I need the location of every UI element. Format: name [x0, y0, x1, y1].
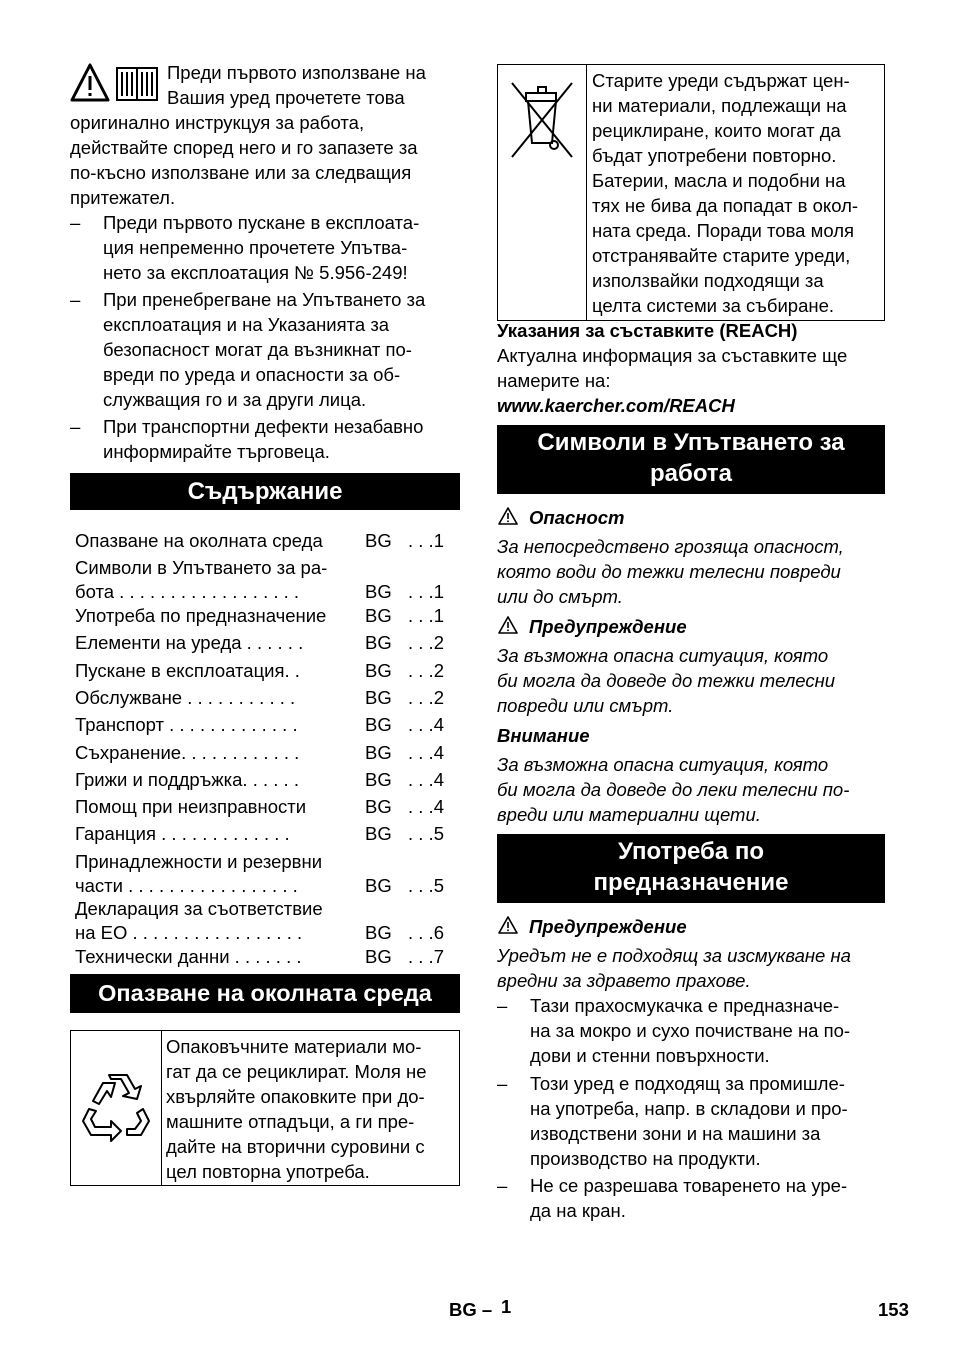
toc-row[interactable] [75, 896, 455, 946]
toc-page: . . .2 [408, 687, 444, 708]
toc-page: . . .5 [408, 875, 444, 896]
intro-line-5: по-късно използване или за следващия [70, 162, 412, 183]
toc-lang: BG [365, 742, 392, 763]
toc-label: Гаранция . . . . . . . . . . . . . [75, 823, 290, 844]
toc-row[interactable] [75, 528, 455, 553]
bullet-line: Този уред е подходящ за промишле- [530, 1073, 845, 1094]
manual-book-icon [117, 68, 157, 100]
warning-line: повреди или смърт. [497, 695, 674, 716]
toc-page: . . .1 [408, 530, 444, 551]
weee-line: използвайки подходящи за [592, 270, 824, 291]
intro-bullet-2 [70, 287, 460, 412]
toc-page: . . .7 [408, 946, 444, 967]
bullet-dash: – [497, 1175, 508, 1196]
intro-line-3: оригинално инструкцуя за работа, [70, 112, 365, 133]
warning-line: би могла да доведе до тежки телесни [497, 670, 836, 691]
toc-row[interactable] [75, 685, 455, 710]
caution-line: За възможна опасна ситуация, която [497, 754, 829, 775]
toc-label: Обслужване . . . . . . . . . . . [75, 687, 296, 708]
toc-label: Пускане в експлоатация. . [75, 660, 300, 681]
contents-heading: Съдържание [70, 473, 460, 510]
use-warning-line: Уредът не е подходящ за изсмукване на [497, 945, 851, 966]
weee-line: ната среда. Поради това моля [592, 220, 855, 241]
env-heading: Опазване на околната среда [70, 974, 460, 1013]
use-bullet-2 [497, 1071, 885, 1171]
bullet-line: информирайте търговеца. [103, 441, 330, 462]
danger-line: или до смърт. [497, 586, 623, 607]
recycle-icon [71, 1031, 161, 1185]
toc-label: Символи в Упътването за ра- [75, 557, 328, 578]
intro-line-4: действайте според него и го запазете за [70, 137, 418, 158]
toc-row[interactable] [75, 630, 455, 655]
toc-row[interactable] [75, 603, 455, 628]
toc-row[interactable] [75, 767, 455, 792]
warning-triangle-icon [72, 65, 108, 100]
toc-row[interactable] [75, 944, 455, 969]
toc-lang: BG [365, 687, 392, 708]
toc-label: Грижи и поддръжка. . . . . . [75, 769, 299, 790]
bullet-line: експлоатация и на Указанията за [103, 314, 390, 335]
weee-line: Батерии, масла и подобни на [592, 170, 846, 191]
use-heading-line: предназначение [593, 869, 789, 896]
caution-line: би могла да доведе до леки телесни по- [497, 779, 850, 800]
use-heading-line: Употреба по [617, 838, 764, 865]
bullet-line: изводствени зони и на машини за [530, 1123, 821, 1144]
symbols-heading-line: Символи в Упътването за [537, 429, 845, 456]
warning-triangle-icon [497, 915, 519, 935]
toc-lang: BG [365, 875, 392, 896]
intro-bullet-1 [70, 210, 460, 285]
bullet-dash: – [497, 995, 508, 1016]
use-bullet-1 [497, 993, 885, 1068]
toc-page: . . .1 [408, 605, 444, 626]
recycle-icon-cell [71, 1031, 162, 1185]
toc-lang: BG [365, 605, 392, 626]
symbols-heading [497, 425, 885, 494]
toc-row[interactable] [75, 849, 455, 899]
toc-page: . . .4 [408, 769, 444, 790]
footer-page-number: 153 [878, 1299, 909, 1320]
toc-label: Декларация за съответствие [75, 898, 323, 919]
weee-line: тях не бива да попадат в окол- [592, 195, 859, 216]
intro-line-6: притежател. [70, 187, 176, 208]
toc-page: . . .5 [408, 823, 444, 844]
env-recycle-box [70, 1030, 460, 1186]
caution-line: вреди или материални щети. [497, 804, 761, 825]
use-warning-line: вредни за здравето прахове. [497, 970, 751, 991]
bullet-line: да на кран. [530, 1200, 626, 1221]
toc-lang: BG [365, 632, 392, 653]
toc-lang: BG [365, 769, 392, 790]
env-line: гат да се рециклират. Моля не [166, 1061, 427, 1082]
env-line: дайте на вторични суровини с [166, 1136, 425, 1157]
bullet-line: дови и стенни повърхности. [530, 1045, 770, 1066]
toc-lang: BG [365, 714, 392, 735]
weee-line: отстранявайте старите уреди, [592, 245, 851, 266]
weee-line: Старите уреди съдържат цен- [592, 70, 850, 91]
toc-label: Елементи на уреда . . . . . . [75, 632, 304, 653]
toc-label: Технически данни . . . . . . . [75, 946, 302, 967]
weee-line: ни материали, подлежащи на [592, 95, 847, 116]
reach-url-link[interactable]: www.kaercher.com/REACH [497, 395, 735, 416]
use-warning-title: Предупреждение [529, 916, 687, 937]
crossed-bin-icon [498, 65, 586, 165]
reach-line-1: Актуална информация за съставките ще [497, 345, 848, 366]
bullet-line: служващия го и за други лица. [103, 389, 367, 410]
bullet-line: При пренебрегване на Упътването за [103, 289, 426, 310]
warning-line: За възможна опасна ситуация, която [497, 645, 829, 666]
footer-section-num: 1 [501, 1296, 512, 1317]
bullet-dash: – [497, 1073, 508, 1094]
bullet-line: на за мокро и сухо почистване на по- [530, 1020, 851, 1041]
toc-page: . . .4 [408, 796, 444, 817]
warning-triangle-icon [497, 615, 519, 635]
bullet-line: Не се разрешава товаренето на уре- [530, 1175, 848, 1196]
toc-row[interactable] [75, 794, 455, 819]
bullet-line: ция непременно прочетете Упътва- [103, 237, 408, 258]
toc-page: . . .4 [408, 742, 444, 763]
env-line: машните отпадъци, а ги пре- [166, 1111, 415, 1132]
caution-title: Внимание [497, 725, 590, 746]
bullet-line: нето за експлоатация № 5.956-249! [103, 262, 408, 283]
toc-lang: BG [365, 660, 392, 681]
toc-lang: BG [365, 530, 392, 551]
intro-line-2: Вашия уред прочетете това [167, 87, 405, 108]
env-line: хвърляйте опаковките при до- [166, 1086, 425, 1107]
crossed-bin-icon-cell [498, 65, 587, 320]
toc-label: Опазване на околната среда [75, 530, 323, 551]
toc-row[interactable] [75, 712, 455, 737]
reach-line-2: намерите на: [497, 370, 611, 391]
footer-section: BG – [449, 1299, 493, 1320]
weee-line: бъдат употребени повторно. [592, 145, 837, 166]
bullet-dash: – [70, 416, 81, 437]
bullet-line: безопасност могат да възникнат по- [103, 339, 412, 360]
bullet-line: Преди първото пускане в експлоата- [103, 212, 420, 233]
toc-lang: BG [365, 581, 392, 602]
toc-lang: BG [365, 796, 392, 817]
toc-row[interactable] [75, 821, 455, 846]
toc-label: на ЕО . . . . . . . . . . . . . . . . . [75, 922, 303, 943]
intro-line-1: Преди първото използване на [167, 62, 426, 83]
toc-label: бота . . . . . . . . . . . . . . . . . . [75, 581, 300, 602]
toc-label: части . . . . . . . . . . . . . . . . . [75, 875, 298, 896]
use-heading [497, 834, 885, 903]
use-bullet-3 [497, 1173, 885, 1223]
intro-bullet-3 [70, 414, 460, 464]
toc-label: Употреба по предназначение [75, 605, 327, 626]
danger-line: която води до тежки телесни повреди [497, 561, 841, 582]
toc-row[interactable] [75, 658, 455, 683]
danger-line: За непосредствено грозяща опасност, [497, 536, 844, 557]
toc-lang: BG [365, 823, 392, 844]
reach-heading: Указания за съставките (REACH) [497, 320, 798, 341]
toc-label: Съхранение. . . . . . . . . . . . [75, 742, 300, 763]
toc-page: . . .2 [408, 632, 444, 653]
toc-page: . . .1 [408, 581, 444, 602]
toc-label: Помощ при неизправности [75, 796, 307, 817]
bullet-dash: – [70, 289, 81, 310]
weee-box [497, 64, 885, 321]
bullet-line: производство на продукти. [530, 1148, 761, 1169]
warning-title: Предупреждение [529, 616, 687, 637]
env-line: цел повторна употреба. [166, 1161, 370, 1182]
toc-page: . . .4 [408, 714, 444, 735]
symbols-heading-line: работа [650, 460, 732, 487]
weee-line: рециклиране, които могат да [592, 120, 841, 141]
weee-line: целта системи за събиране. [592, 295, 835, 316]
toc-page: . . .6 [408, 922, 444, 943]
bullet-line: вреди по уреда и опасности за об- [103, 364, 401, 385]
toc-label: Транспорт . . . . . . . . . . . . . [75, 714, 298, 735]
toc-lang: BG [365, 922, 392, 943]
bullet-dash: – [70, 212, 81, 233]
bullet-line: При транспортни дефекти незабавно [103, 416, 424, 437]
bullet-line: на употреба, напр. в складови и про- [530, 1098, 848, 1119]
bullet-line: Тази прахосмукачка е предназначе- [530, 995, 840, 1016]
toc-row[interactable] [75, 740, 455, 765]
warning-triangle-icon [497, 506, 519, 526]
env-line: Опаковъчните материали мо- [166, 1036, 422, 1057]
intro-icons [70, 62, 162, 104]
toc-page: . . .2 [408, 660, 444, 681]
toc-label: Принадлежности и резервни [75, 851, 323, 872]
danger-title: Опасност [529, 507, 625, 528]
toc-row[interactable] [75, 555, 455, 605]
toc-lang: BG [365, 946, 392, 967]
